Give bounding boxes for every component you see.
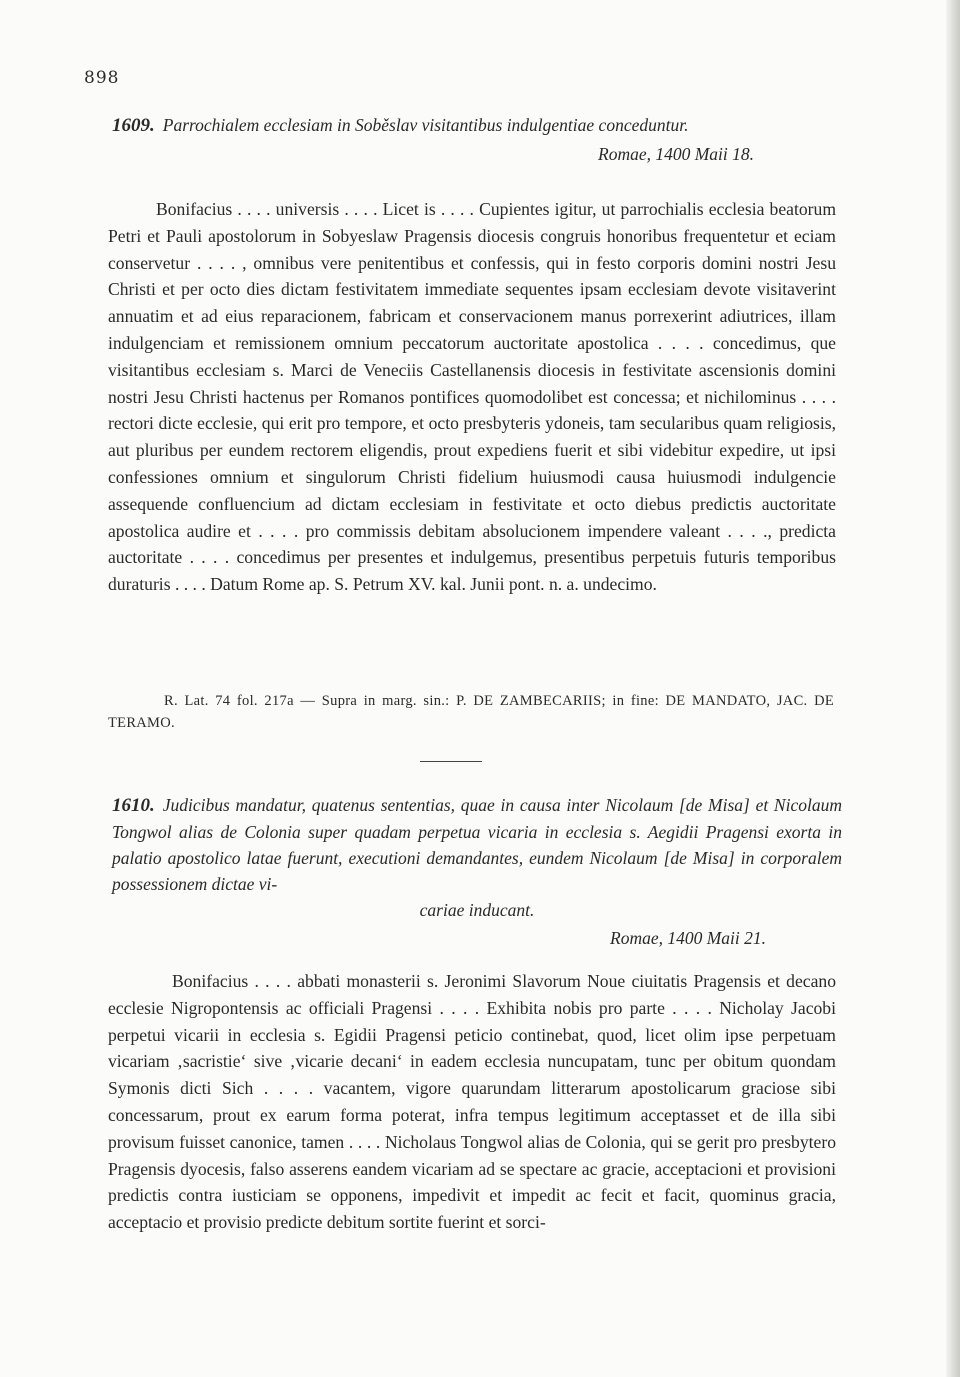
- entry-1609-source-text: R. Lat. 74 fol. 217a — Supra in marg. sin.: P. DE ZAMBECARIIS; in fine: DE MANDATO, JAC. DE TERAMO.: [108, 693, 834, 731]
- page-edge-shadow: [946, 0, 960, 1377]
- entry-1609-title: Parrochialem ecclesiam in Soběslav visitantibus indulgentiae conceduntur.: [162, 115, 689, 135]
- entry-1610-title-last-line: cariae inducant.: [419, 900, 535, 920]
- section-divider: [420, 761, 482, 762]
- entry-1610-heading: [112, 792, 842, 923]
- entry-1609-body: [108, 196, 836, 598]
- entry-1609-source: [108, 690, 834, 734]
- entry-1609-heading: [112, 112, 842, 139]
- entry-1609-text: Bonifacius . . . . universis . . . . Licet is . . . . Cupientes igitur, ut parrochialis ecclesia beatorum Petri et Pauli apostolorum in Sobyeslaw Pragensis diocesis congruis honoribus frequentetur et eciam conservetur . . . . , omnibus vere penitentibus et confessis, qui in festo corporis domini nostri Jesu Christi et per octo dies dictam festivitatem immediate sequentes ipsam ecclesiam devote visitaverint annuatim et ad eius reparacionem, fabricam et conservacionem manus porrexerint adiutrices, illam indulgenciam et remissionem omnium peccatorum auctoritate apostolica . . . . concedimus, que visitantibus ecclesiam s. Marci de Veneciis Castellanensis diocesis in festivitate ascensionis domini nostri Jesu Christi hactenus per Romanos pontifices quomodolibet est concessa; et nichilominus . . . . rectori dicte ecclesie, qui erit pro tempore, et octo presbyteris ydoneis, tam secularibus quam religiosis, aut pluribus per eundem rectorem eligendis, prout expediens fuerit et sibi videbitur expedire, ut ipsi confessiones omnium et singulorum Christi fidelium huiusmodi causa huiusmodi indulgencie assequende confluencium ad dictam ecclesiam in festivitate et octo diebus predictis auctoritate apostolica audire et . . . . pro commissis debitam absolucionem impendere valeant . . . ., predicta auctoritate . . . . concedimus per presentes et indulgemus, presentibus perpetuis futuris temporibus duraturis . . . . Datum Rome ap. S. Petrum XV. kal. Junii pont. n. a. undecimo.: [108, 199, 836, 595]
- entry-1610-title: Judicibus mandatur, quatenus sententias, quae in causa inter Nicolaum [de Misa] et Nicolaum Tongwol alias de Colonia super quadam perpetua vicaria in ecclesia s. Aegidii Pragensi exorta in palatio apostolico latae fuerunt, executioni demandantes, eundem Nicolaum [de Misa] in corporalem possessionem dictae vi-: [112, 795, 842, 894]
- entry-1610-date: Romae, 1400 Maii 21.: [610, 928, 767, 948]
- entry-1610-number: 1610.: [112, 795, 155, 816]
- entry-1610-body: [108, 968, 836, 1236]
- entry-1610-text: Bonifacius . . . . abbati monasterii s. Jeronimi Slavorum Noue ciuitatis Pragensis et decano ecclesie Nigropontensis ac officiali Pragensi . . . . Exhibita nobis pro parte . . . . Nicholay Jacobi perpetui vicarii in ecclesia s. Egidii Pragensi peticio continebat, quod, licet olim ipse perpetuam vicariam ‚sacristie‘ sive ‚vicarie decani‘ in eadem ecclesia nuncupatam, tunc per obitum quondam Symonis dicti Sich . . . . vacantem, vigore quarundam litterarum apostolicarum graciose sibi concessarum, prout ex earum forma poterat, infra tempus legitimum acceptasset et de illa sibi provisum fuisset canonice, tamen . . . . Nicholaus Tongwol alias de Colonia, qui se gerit pro presbytero Pragensis dyocesis, falso asserens eandem vicariam ad se spectare ac gracie, acceptacioni et provisioni predictis contra iusticiam se opponens, impedivit et impedit ac fecit et facit, quominus gracia, acceptacio et provisio predicte debitum sortite fuerint et sorci-: [108, 971, 836, 1233]
- page-number: 898: [84, 68, 120, 88]
- entry-1609-date: Romae, 1400 Maii 18.: [598, 144, 755, 164]
- entry-1609-number: 1609.: [112, 115, 155, 136]
